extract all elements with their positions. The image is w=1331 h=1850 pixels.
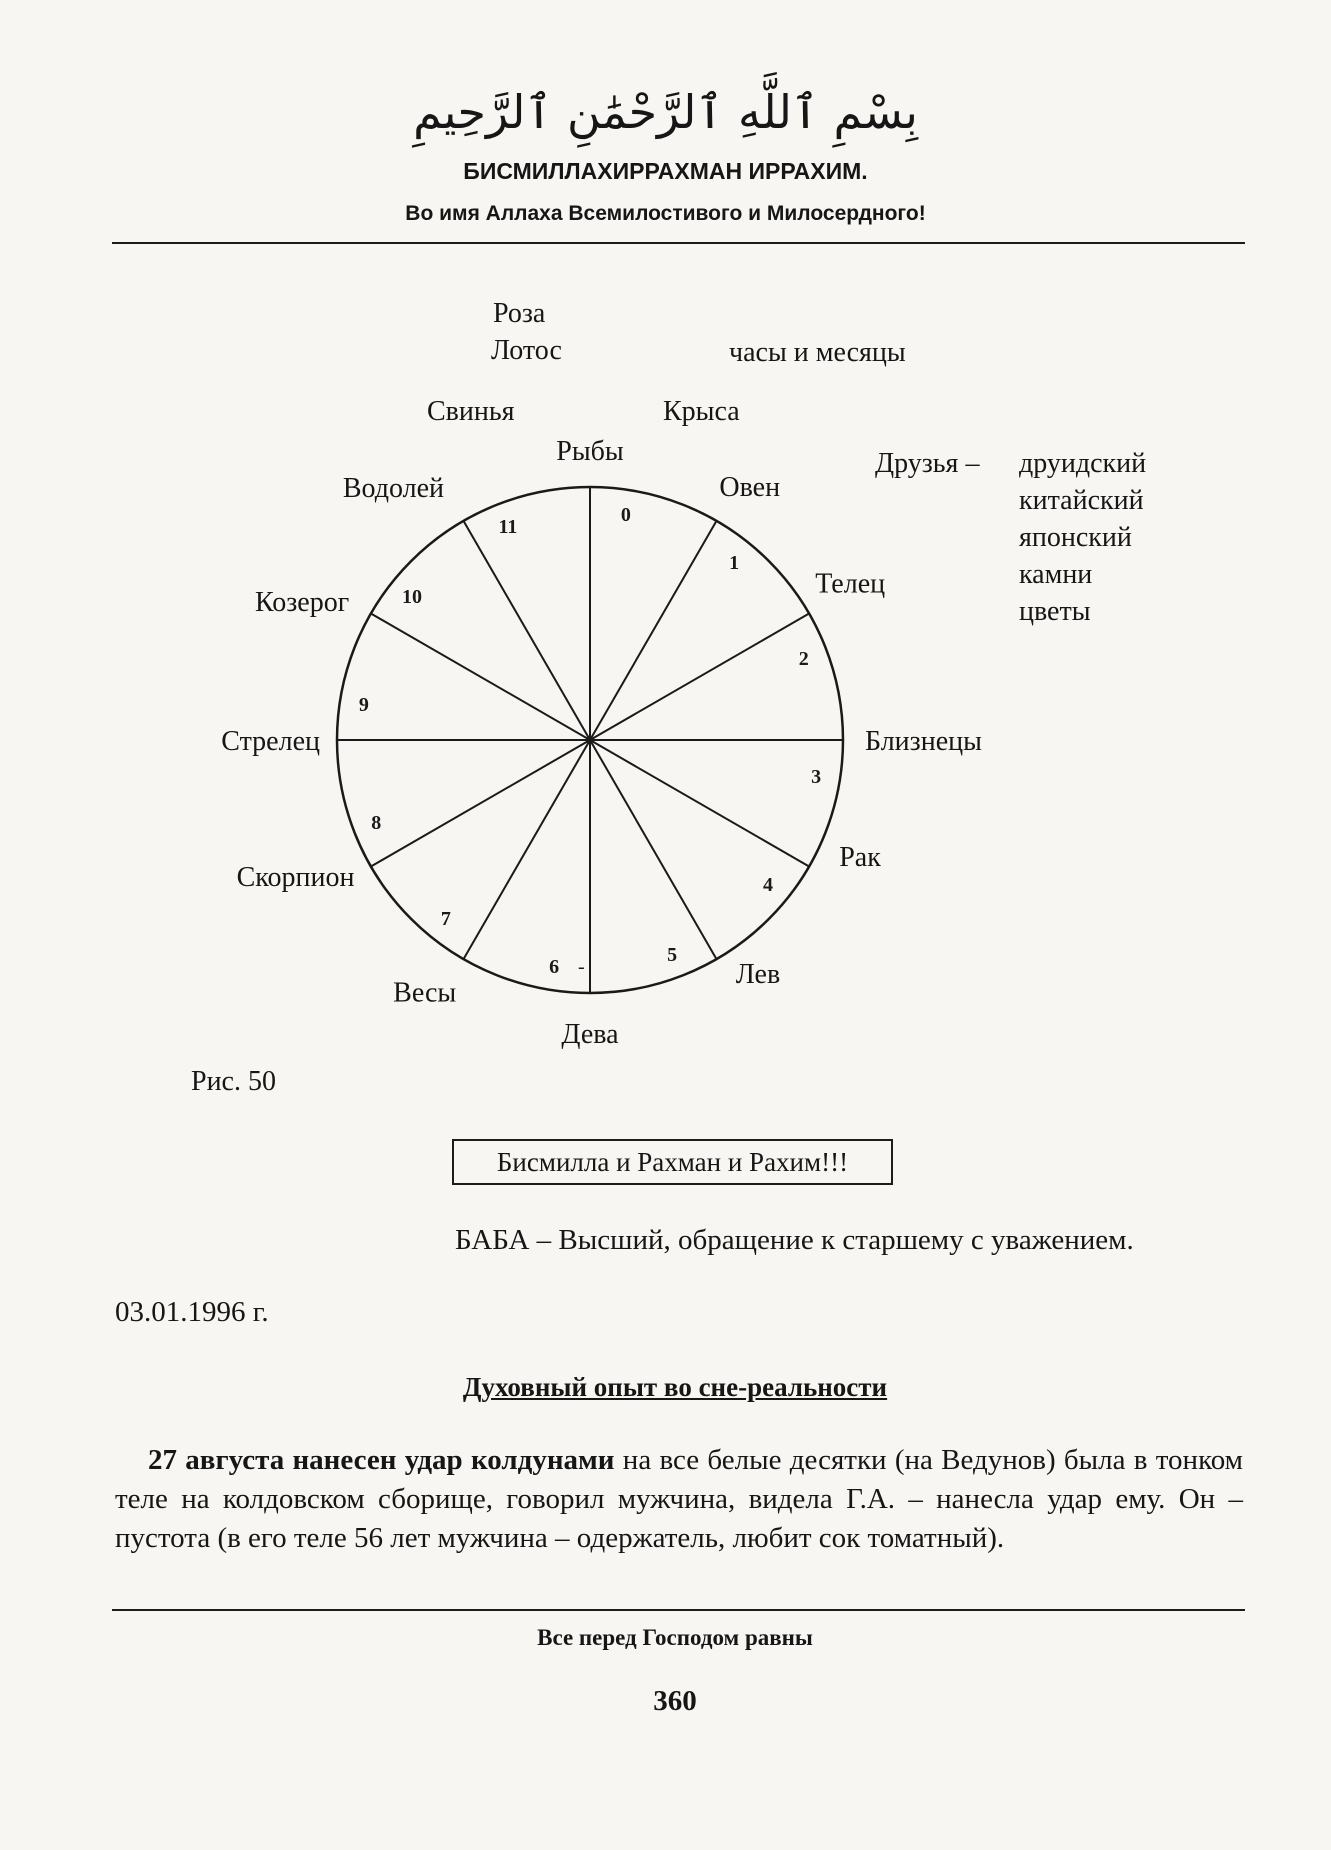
note-roza: Роза [493, 298, 546, 329]
wheel-spoke [590, 740, 809, 867]
header-title: БИСМИЛЛАХИРРАХМАН ИРРАХИМ. [463, 158, 868, 184]
wheel-spoke [371, 614, 590, 741]
note-rat: Крыса [663, 396, 740, 427]
zodiac-sign-label: Стрелец [221, 726, 320, 757]
friends-item: китайский [1019, 485, 1144, 516]
page-number: 360 [653, 1685, 697, 1717]
wheel-spoke [464, 740, 591, 959]
zodiac-sign-label: Козерог [254, 587, 350, 618]
friends-item: камни [1019, 559, 1093, 590]
note-pig: Свинья [427, 396, 515, 427]
sector-number: 2 [798, 647, 809, 670]
sector-number: 3 [811, 765, 822, 788]
zodiac-sign-label: Водолей [342, 473, 444, 505]
zodiac-sign-label: Скорпион [236, 862, 355, 893]
note-lotos: Лотос [491, 335, 562, 366]
wheel-spoke [464, 521, 591, 740]
wheel-spoke [590, 521, 717, 740]
paragraph-body: на все белые десятки (на Ведунов) была в тонком теле на колдовском сборище, говорил мужчина, видела Г.А. – нанесла удар ему. Он – пустота (в его теле 56 лет мужчина – одержатель, любит сок томатный). [115, 1444, 1243, 1554]
entry-date: 03.01.1996 г. [115, 1296, 269, 1328]
sector-number: 7 [440, 907, 451, 930]
zodiac-sign-label: Весы [393, 977, 457, 1009]
zodiac-sign-label: Рыбы [556, 436, 624, 467]
footer-rule [112, 1609, 1245, 1611]
entry-paragraph [115, 1441, 1243, 1558]
sector-number: 0 [620, 503, 631, 526]
sector-number: 8 [371, 812, 382, 835]
zodiac-sign-label: Близнецы [865, 726, 982, 757]
zodiac-sign-label: Овен [719, 472, 781, 504]
sector-number: 6 [549, 956, 560, 979]
wheel-spoke [590, 614, 809, 741]
section-title: Духовный опыт во сне-реальности [462, 1372, 888, 1402]
friends-item: друидский [1019, 448, 1147, 479]
sector-number: 9 [358, 694, 369, 717]
boxed-invocation: Бисмилла и Рахман и Рахим!!! [452, 1139, 893, 1185]
zodiac-sign-label: Телец [815, 568, 886, 600]
zodiac-sign-label: Дева [561, 1019, 619, 1050]
sector-number: 10 [402, 585, 423, 608]
note-hours-months: часы и месяцы [729, 337, 906, 368]
zodiac-sign-label: Рак [839, 842, 881, 874]
baba-definition: БАБА – Высший, обращение к старшему с уважением. [455, 1224, 1134, 1256]
sector-number: 5 [667, 943, 678, 966]
zodiac-sign-label: Лев [735, 959, 781, 991]
wheel-spoke [371, 740, 590, 867]
wheel-spoke [590, 740, 717, 959]
paragraph-lead: 27 августа нанесен удар колдунами [148, 1444, 615, 1476]
friends-item: цветы [1019, 596, 1091, 627]
friends-item: японский [1019, 522, 1132, 553]
sector-mark: - [578, 956, 585, 978]
sector-number: 1 [729, 552, 740, 575]
bismillah-calligraphy: بِسْمِ ٱللَّهِ ٱلرَّحْمَٰنِ ٱلرَّحِيمِ [413, 85, 918, 139]
sector-number: 11 [498, 516, 518, 539]
friends-label: Друзья – [875, 448, 980, 479]
sector-number: 4 [762, 874, 773, 897]
figure-caption: Рис. 50 [191, 1066, 276, 1097]
header-subtitle: Во имя Аллаха Всемилостивого и Милосердного! [405, 202, 926, 225]
running-footer: Все перед Господом равны [537, 1625, 813, 1650]
